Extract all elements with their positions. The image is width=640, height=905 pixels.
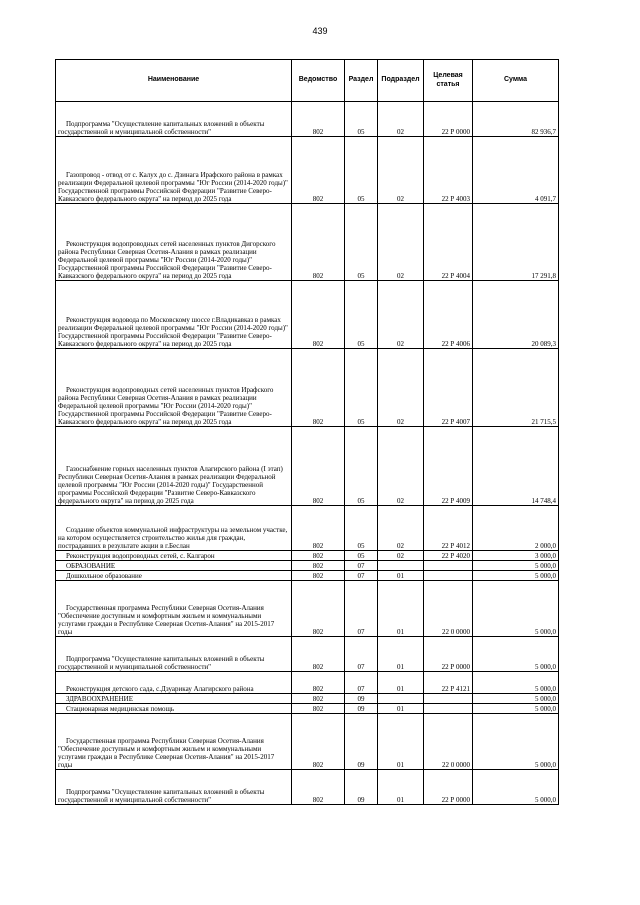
row-target-article xyxy=(424,694,473,704)
row-name: Газопровод - отвод от с. Калух до с. Дзинага Ирафского района в рамках реализации Федеральной целевой программы "Юг России (2014-2020 годы)" Государственной программы Российской Федерации "Развитие Северо-Кавказского федерального округа" на период до 2025 года xyxy=(56,137,292,204)
table-row xyxy=(56,506,559,551)
row-department: 802 xyxy=(292,506,345,551)
row-department: 802 xyxy=(292,349,345,427)
table-row xyxy=(56,281,559,349)
column-header-section: Раздел xyxy=(345,60,378,102)
row-target-article: 22 Р 4003 xyxy=(424,137,473,204)
table-row xyxy=(56,427,559,506)
row-subsection: 01 xyxy=(378,704,424,714)
row-subsection: 02 xyxy=(378,102,424,137)
row-name: ЗДРАВООХРАНЕНИЕ xyxy=(56,694,292,704)
row-department: 802 xyxy=(292,102,345,137)
row-subsection xyxy=(378,694,424,704)
row-name: Создание объектов коммунальной инфраструктуры на земельном участке, на котором осуществляется строительство жилья для граждан, пострадавших в результате акции в г.Беслан xyxy=(56,506,292,551)
row-target-article: 22 Р 0000 xyxy=(424,637,473,672)
row-section: 05 xyxy=(345,281,378,349)
row-target-article: 22 Р 4004 xyxy=(424,204,473,281)
row-name: Государственная программа Республики Северная Осетия-Алания "Обеспечение доступным и комфортным жильем и коммунальными услугами граждан в Республике Северная Осетия-Алания" на 2015-2017 годы xyxy=(56,581,292,637)
row-department: 802 xyxy=(292,704,345,714)
row-section: 05 xyxy=(345,427,378,506)
row-sum: 17 291,8 xyxy=(473,204,559,281)
row-sum: 20 089,3 xyxy=(473,281,559,349)
row-section: 07 xyxy=(345,672,378,694)
table-row xyxy=(56,571,559,581)
row-department: 802 xyxy=(292,571,345,581)
column-header-target-article: Целевая статья xyxy=(424,60,473,102)
row-section: 05 xyxy=(345,102,378,137)
row-section: 05 xyxy=(345,506,378,551)
row-target-article xyxy=(424,704,473,714)
row-section: 09 xyxy=(345,694,378,704)
table-header-row xyxy=(56,60,559,102)
table-row xyxy=(56,714,559,770)
row-target-article: 22 Р 4007 xyxy=(424,349,473,427)
row-sum: 5 000,0 xyxy=(473,581,559,637)
row-department: 802 xyxy=(292,672,345,694)
row-subsection: 02 xyxy=(378,551,424,561)
row-target-article: 22 0 0000 xyxy=(424,581,473,637)
row-subsection: 01 xyxy=(378,571,424,581)
row-name: Стационарная медицинская помощь xyxy=(56,704,292,714)
row-section: 05 xyxy=(345,204,378,281)
row-sum: 2 000,0 xyxy=(473,506,559,551)
row-target-article: 22 Р 0000 xyxy=(424,770,473,805)
row-sum: 14 748,4 xyxy=(473,427,559,506)
row-section: 09 xyxy=(345,770,378,805)
column-header-sum: Сумма xyxy=(473,60,559,102)
table-row xyxy=(56,637,559,672)
table-row xyxy=(56,137,559,204)
table-row xyxy=(56,770,559,805)
row-department: 802 xyxy=(292,694,345,704)
row-section: 05 xyxy=(345,349,378,427)
row-sum: 5 000,0 xyxy=(473,714,559,770)
row-subsection: 02 xyxy=(378,204,424,281)
row-section: 07 xyxy=(345,571,378,581)
row-department: 802 xyxy=(292,581,345,637)
row-subsection: 02 xyxy=(378,427,424,506)
row-target-article xyxy=(424,561,473,571)
row-target-article: 22 Р 4020 xyxy=(424,551,473,561)
row-name: Государственная программа Республики Северная Осетия-Алания "Обеспечение доступным и комфортным жильем и коммунальными услугами граждан в Республике Северная Осетия-Алания" на 2015-2017 годы xyxy=(56,714,292,770)
row-target-article: 22 0 0000 xyxy=(424,714,473,770)
row-subsection: 02 xyxy=(378,281,424,349)
row-section: 07 xyxy=(345,561,378,571)
row-name: Подпрограмма "Осуществление капитальных вложений в объекты государственной и муниципальной собственности" xyxy=(56,102,292,137)
row-section: 09 xyxy=(345,714,378,770)
table-row xyxy=(56,694,559,704)
row-name: Реконструкция водопроводных сетей, с. Калгарон xyxy=(56,551,292,561)
row-target-article: 22 Р 4012 xyxy=(424,506,473,551)
table-row xyxy=(56,204,559,281)
row-department: 802 xyxy=(292,714,345,770)
row-name: Реконструкция водопроводных сетей населенных пунктов Ирафского района Республики Северная Осетия-Алания в рамках реализации Федеральной целевой программы "Юг России (2014-2020 годы)" Государственной программы Российской Федерации "Развитие Северо-Кавказского федерального округа" на период до 2025 года xyxy=(56,349,292,427)
row-sum: 82 936,7 xyxy=(473,102,559,137)
row-subsection: 02 xyxy=(378,506,424,551)
row-target-article: 22 Р 4006 xyxy=(424,281,473,349)
row-name: ОБРАЗОВАНИЕ xyxy=(56,561,292,571)
budget-table xyxy=(55,59,559,805)
table-row xyxy=(56,672,559,694)
row-sum: 5 000,0 xyxy=(473,672,559,694)
row-target-article: 22 Р 4009 xyxy=(424,427,473,506)
row-subsection: 01 xyxy=(378,770,424,805)
table-row xyxy=(56,102,559,137)
row-target-article xyxy=(424,571,473,581)
row-section: 05 xyxy=(345,137,378,204)
row-section: 05 xyxy=(345,551,378,561)
row-department: 802 xyxy=(292,427,345,506)
row-department: 802 xyxy=(292,281,345,349)
row-department: 802 xyxy=(292,637,345,672)
row-department: 802 xyxy=(292,137,345,204)
table-row xyxy=(56,349,559,427)
row-subsection: 02 xyxy=(378,137,424,204)
row-subsection: 01 xyxy=(378,672,424,694)
column-header-subsection: Подраздел xyxy=(378,60,424,102)
row-department: 802 xyxy=(292,551,345,561)
row-name: Дошкольное образование xyxy=(56,571,292,581)
row-name: Реконструкция водовода по Московскому шоссе г.Владикавказ в рамках реализации Федеральной целевой программы "Юг России (2014-2020 годы)" Государственной программы Российской Федерации "Развитие Северо-Кавказского федерального округа" на период до 2025 года xyxy=(56,281,292,349)
column-header-department: Ведомство xyxy=(292,60,345,102)
row-name: Реконструкция водопроводных сетей населенных пунктов Дигорского района Республики Северная Осетия-Алания в рамках реализации Федеральной целевой программы "Юг России (2014-2020 годы)" Государственной программы Российской Федерации "Развитие Северо-Кавказского федерального округа" на период до 2025 года xyxy=(56,204,292,281)
row-sum: 21 715,5 xyxy=(473,349,559,427)
row-section: 07 xyxy=(345,637,378,672)
row-name: Подпрограмма "Осуществление капитальных вложений в объекты государственной и муниципальной собственности" xyxy=(56,637,292,672)
row-department: 802 xyxy=(292,204,345,281)
row-name: Реконструкция детского сада, с.Дзуарикау Алагирского района xyxy=(56,672,292,694)
page-number: 439 xyxy=(312,26,328,36)
row-sum: 4 091,7 xyxy=(473,137,559,204)
row-name: Подпрограмма "Осуществление капитальных вложений в объекты государственной и муниципальной собственности" xyxy=(56,770,292,805)
row-section: 09 xyxy=(345,704,378,714)
row-target-article: 22 Р 0000 xyxy=(424,102,473,137)
table-row xyxy=(56,551,559,561)
row-subsection: 01 xyxy=(378,581,424,637)
row-name: Газоснабжение горных населенных пунктов Алагирского района (I этап) Республики Северная Осетия-Алания в рамках реализации Федеральной целевой программы "Юг России (2014-2020 годы)" Государственной программы Российской Федерации "Развитие Северо-Кавказского федерального округа" на период до 2025 года xyxy=(56,427,292,506)
row-sum: 5 000,0 xyxy=(473,770,559,805)
row-section: 07 xyxy=(345,581,378,637)
table-row xyxy=(56,581,559,637)
row-subsection xyxy=(378,561,424,571)
row-sum: 5 000,0 xyxy=(473,571,559,581)
row-subsection: 01 xyxy=(378,714,424,770)
column-header-name: Наименование xyxy=(56,60,292,102)
row-subsection: 01 xyxy=(378,637,424,672)
table-row xyxy=(56,561,559,571)
row-target-article: 22 Р 4121 xyxy=(424,672,473,694)
row-department: 802 xyxy=(292,770,345,805)
row-sum: 5 000,0 xyxy=(473,637,559,672)
row-sum: 3 000,0 xyxy=(473,551,559,561)
row-subsection: 02 xyxy=(378,349,424,427)
row-sum: 5 000,0 xyxy=(473,561,559,571)
table-row xyxy=(56,704,559,714)
row-department: 802 xyxy=(292,561,345,571)
row-sum: 5 000,0 xyxy=(473,694,559,704)
row-sum: 5 000,0 xyxy=(473,704,559,714)
